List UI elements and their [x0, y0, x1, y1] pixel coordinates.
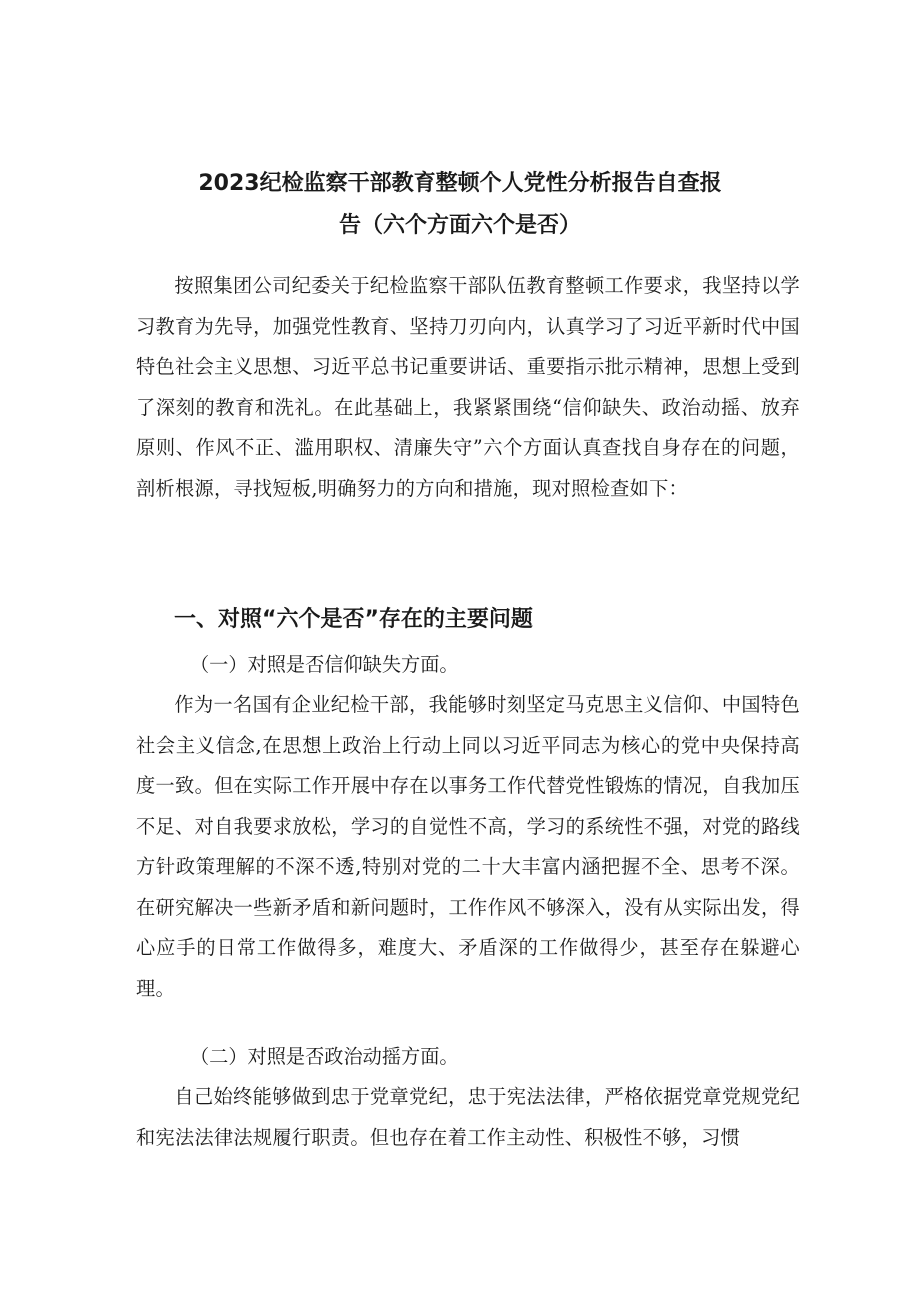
- intro-paragraph: 按照集团公司纪委关于纪检监察干部队伍教育整顿工作要求，我坚持以学习教育为先导，加强党性教育、坚持刀刃向内，认真学习了习近平新时代中国特色社会主义思想、习近平总书记重要讲话、重要指示批示精神，思想上受到了深刻的教育和洗礼。在此基础上，我紧紧围绕“信仰缺失、政治动摇、放弃原则、作风不正、滥用职权、清廉失守”六个方面认真查找自身存在的问题，剖析根源，寻找短板,明确努力的方向和措施，现对照检查如下：: [136, 274, 800, 500]
- document-title-line-2: 告（六个方面六个是否）: [338, 213, 581, 238]
- section-1-heading: 一、对照“六个是否”存在的主要问题: [174, 607, 533, 632]
- document-title-line-1: 2023纪检监察干部教育整顿个人党性分析报告自查报: [198, 171, 722, 196]
- subsection-2-paragraph: 自己始终能够做到忠于党章党纪，忠于宪法法律，严格依据党章党规党纪和宪法法律法规履行职责。但也存在着工作主动性、积极性不够，习惯: [136, 1085, 800, 1149]
- subsection-1-paragraph: 作为一名国有企业纪检干部，我能够时刻坚定马克思主义信仰、中国特色社会主义信念,在思想上政治上行动上同以习近平同志为核心的党中央保持高度一致。但在实际工作开展中存在以事务工作代替党性锻炼的情况，自我加压不足、对自我要求放松，学习的自觉性不高，学习的系统性不强，对党的路线方针政策理解的不深不透,特别对党的二十大丰富内涵把握不全、思考不深。在研究解决一些新矛盾和新问题时，工作作风不够深入，没有从实际出发，得心应手的日常工作做得多，难度大、矛盾深的工作做得少，甚至存在躲避心理。: [136, 693, 800, 1000]
- subsection-2-heading: （二）对照是否政治动摇方面。: [190, 1045, 459, 1068]
- subsection-1-heading: （一）对照是否信仰缺失方面。: [190, 653, 459, 676]
